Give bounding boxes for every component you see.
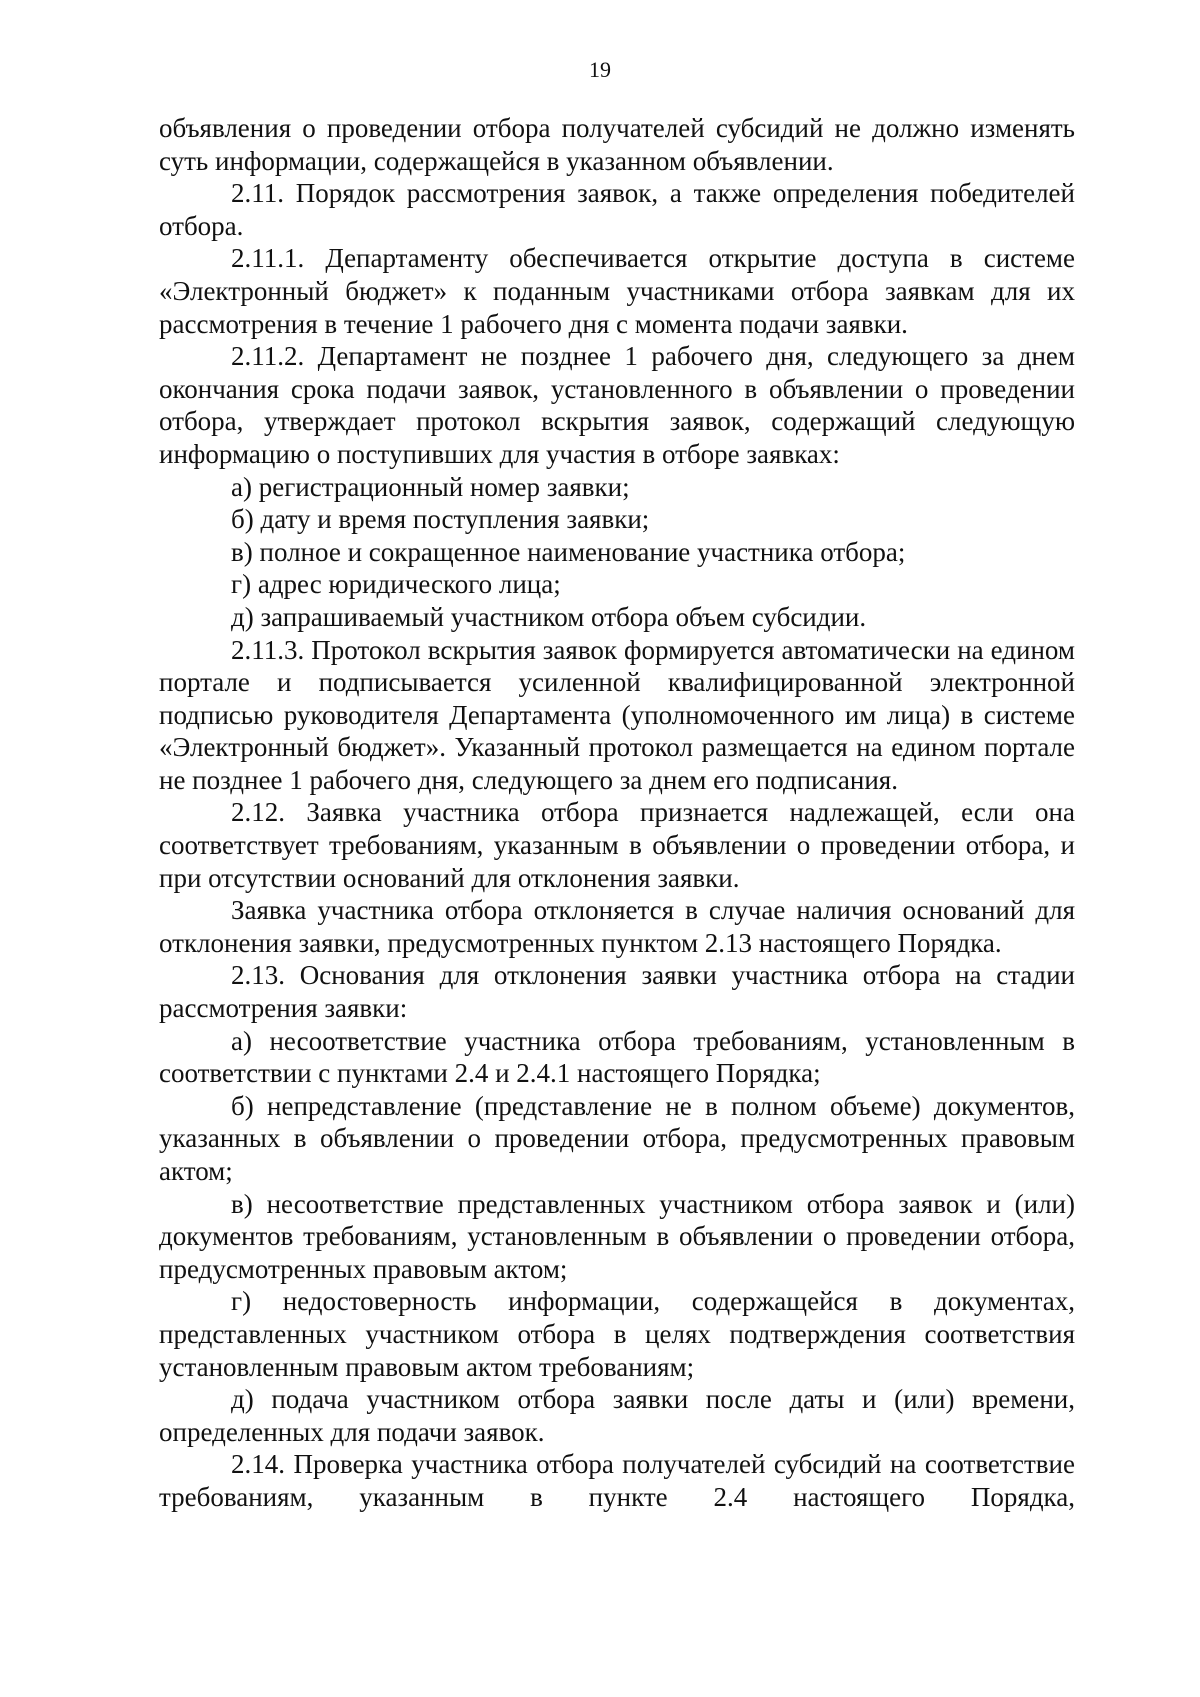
paragraph-rejection: Заявка участника отбора отклоняется в случае наличия оснований для отклонения заявки, предусмотренных пунктом 2.13 настоящего Порядка. xyxy=(159,895,1075,958)
paragraph-2-11: 2.11. Порядок рассмотрения заявок, а также определения победителей отбора. xyxy=(159,178,1075,241)
ground-item-v: в) несоответствие представленных участником отбора заявок и (или) документов требованиям, установленным в объявлении о проведении отбора, предусмотренных правовым актом; xyxy=(159,1188,1075,1284)
ground-item-a: а) несоответствие участника отбора требованиям, установленным в соответствии с пунктами 2.4 и 2.4.1 настоящего Порядка; xyxy=(159,1025,1075,1089)
paragraph-2-12: 2.12. Заявка участника отбора признается надлежащей, если она соответствует требованиям, указанным в объявлении о проведении отбора, и при отсутствии оснований для отклонения заявки. xyxy=(159,797,1075,893)
paragraph-2-13: 2.13. Основания для отклонения заявки участника отбора на стадии рассмотрения заявки: xyxy=(159,960,1075,1024)
list-item-b: б) дату и время поступления заявки; xyxy=(231,504,650,535)
paragraph-2-14: 2.14. Проверка участника отбора получателей субсидий на соответствие требованиям, указанным в пункте 2.4 настоящего Порядка, xyxy=(159,1449,1075,1512)
ground-item-d: д) подача участником отбора заявки после даты и (или) времени, определенных для подачи заявок. xyxy=(159,1384,1075,1447)
list-item-a: а) регистрационный номер заявки; xyxy=(231,471,630,502)
list-item-v: в) полное и сокращенное наименование участника отбора; xyxy=(231,536,906,567)
paragraph-2-11-3: 2.11.3. Протокол вскрытия заявок формируется автоматически на едином портале и подписывается усиленной квалифицированной электронной подписью руководителя Департамента (уполномоченного им лица) в системе «Электронный бюджет». Указанный протокол размещается на едином портале не позднее 1 рабочего дня, следующего за днем его подписания. xyxy=(159,634,1075,795)
ground-item-b: б) непредставление (представление не в полном объеме) документов, указанных в объявлении о проведении отбора, предусмотренных правовым актом; xyxy=(159,1090,1075,1186)
document-body xyxy=(159,112,1075,1514)
ground-item-g: г) недостоверность информации, содержащейся в документах, представленных участником отбора в целях подтверждения соответствия установленным правовым актом требованиям; xyxy=(159,1286,1075,1382)
paragraph-continuation: объявления о проведении отбора получателей субсидий не должно изменять суть информации, содержащейся в указанном объявлении. xyxy=(159,113,1075,176)
paragraph-2-11-2: 2.11.2. Департамент не позднее 1 рабочего дня, следующего за днем окончания срока подачи заявок, установленного в объявлении о проведении отбора, утверждает протокол вскрытия заявок, содержащий следующую информацию о поступивших для участия в отборе заявках: xyxy=(159,341,1075,469)
list-item-g: г) адрес юридического лица; xyxy=(231,569,561,600)
list-item-d: д) запрашиваемый участником отбора объем субсидии. xyxy=(231,601,867,632)
page-number: 19 xyxy=(589,57,611,82)
paragraph-2-11-1: 2.11.1. Департаменту обеспечивается открытие доступа в системе «Электронный бюджет» к поданным участниками отбора заявкам для их рассмотрения в течение 1 рабочего дня с момента подачи заявки. xyxy=(159,243,1075,339)
